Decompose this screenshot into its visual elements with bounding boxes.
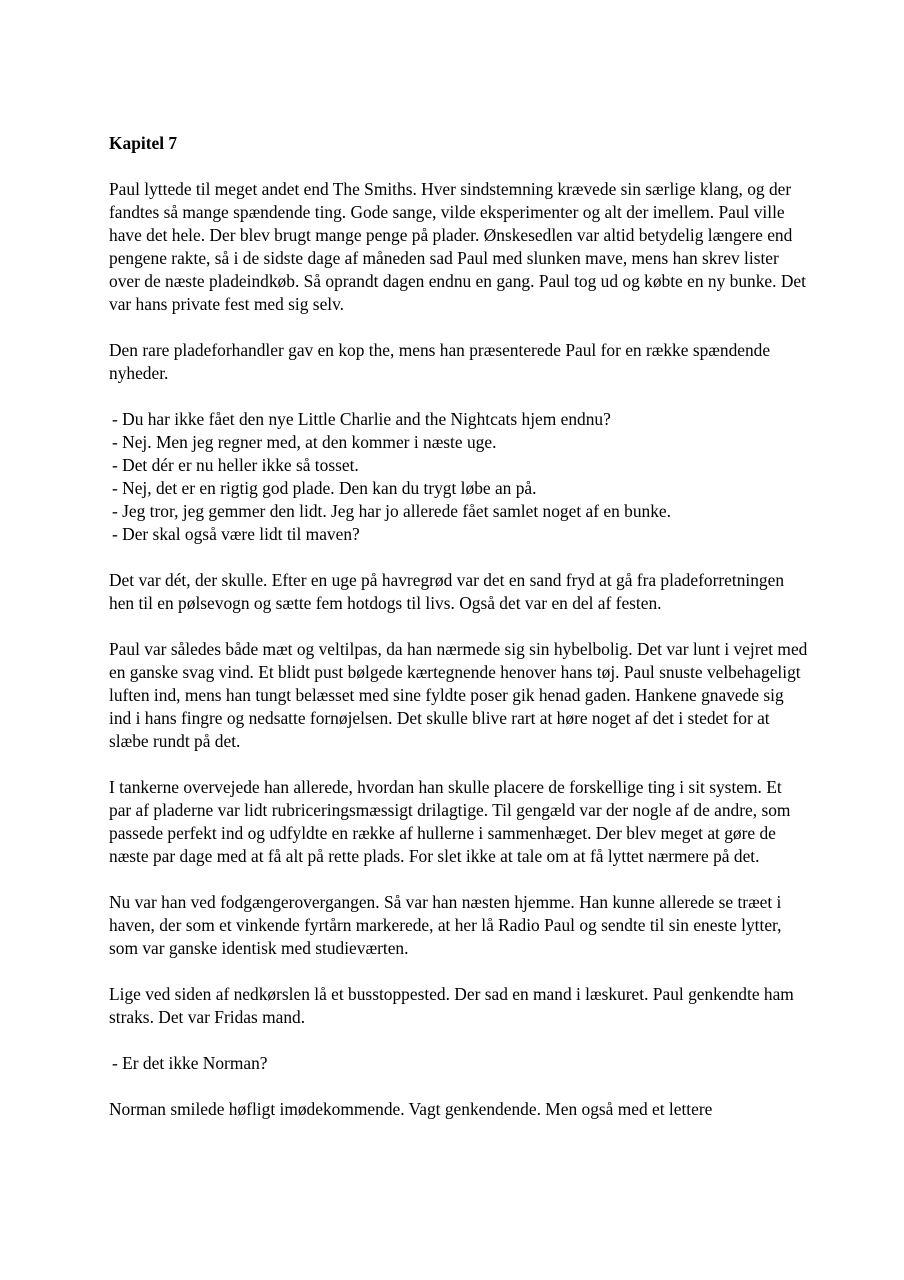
dialogue-line: - Jeg tror, jeg gemmer den lidt. Jeg har jo allerede fået samlet noget af en bunke.: [112, 501, 671, 521]
dialogue-line: - Nej. Men jeg regner med, at den kommer i næste uge.: [112, 432, 497, 452]
paragraph: Lige ved siden af nedkørslen lå et busstoppested. Der sad en mand i læskuret. Paul genkendte ham straks. Det var Fridas mand.: [109, 984, 794, 1027]
dialogue-line: - Det dér er nu heller ikke så tosset.: [112, 455, 359, 475]
paragraph: I tankerne overvejede han allerede, hvordan han skulle placere de forskellige ting i sit system. Et par af pladerne var lidt rubriceringsmæssigt drilagtige. Til gengæld var der nogle af de andre, som passede perfekt ind og udfyldte en række af hullerne i sammenhæget. Der blev meget at gøre de næste par dage med at få alt på rette plads. For slet ikke at tale om at få lyttet nærmere på det.: [109, 777, 791, 866]
paragraph: Paul var således både mæt og veltilpas, da han nærmede sig sin hybelbolig. Det var lunt i vejret med en ganske svag vind. Et blidt pust bølgede kærtegnende henover hans tøj. Paul snuste velbehageligt luften ind, mens han tungt belæsset med sine fyldte poser gik henad gaden. Hankene gnavede sig ind i hans fingre og nedsatte fornøjelsen. Det skulle blive rart at høre noget af det i stedet for at slæbe rundt på det.: [109, 639, 808, 751]
dialogue-line: - Du har ikke fået den nye Little Charlie and the Nightcats hjem endnu?: [112, 409, 611, 429]
paragraph: Nu var han ved fodgængerovergangen. Så var han næsten hjemme. Han kunne allerede se træet i haven, der som et vinkende fyrtårn markerede, at her lå Radio Paul og sendte til sin eneste lytter, som var ganske identisk med studieværten.: [109, 892, 782, 958]
paragraph: Det var dét, der skulle. Efter en uge på havregrød var det en sand fryd at gå fra pladeforretningen hen til en pølsevogn og sætte fem hotdogs til livs. Også det var en del af festen.: [109, 570, 785, 613]
chapter-title: Kapitel 7: [109, 133, 178, 153]
paragraph: Norman smilede høfligt imødekommende. Vagt genkendende. Men også med et lettere: [109, 1099, 713, 1119]
dialogue-line: - Er det ikke Norman?: [112, 1053, 268, 1073]
dialogue-line: - Nej, det er en rigtig god plade. Den kan du trygt løbe an på.: [112, 478, 537, 498]
paragraph: Den rare pladeforhandler gav en kop the, mens han præsenterede Paul for en række spændende nyheder.: [109, 340, 771, 383]
dialogue-line: - Der skal også være lidt til maven?: [112, 524, 360, 544]
dialogue-block: [109, 408, 808, 546]
paragraph: Paul lyttede til meget andet end The Smiths. Hver sindstemning krævede sin særlige klang, og der fandtes så mange spændende ting. Gode sange, vilde eksperimenter og alt der imellem. Paul ville have det hele. Der blev brugt mange penge på plader. Ønskesedlen var altid betydelig længere end pengene rakte, så i de sidste dage af måneden sad Paul med slunken mave, mens han skrev lister over de næste pladeindkøb. Så oprandt dagen endnu en gang. Paul tog ud og købte en ny bunke. Det var hans private fest med sig selv.: [109, 179, 806, 314]
